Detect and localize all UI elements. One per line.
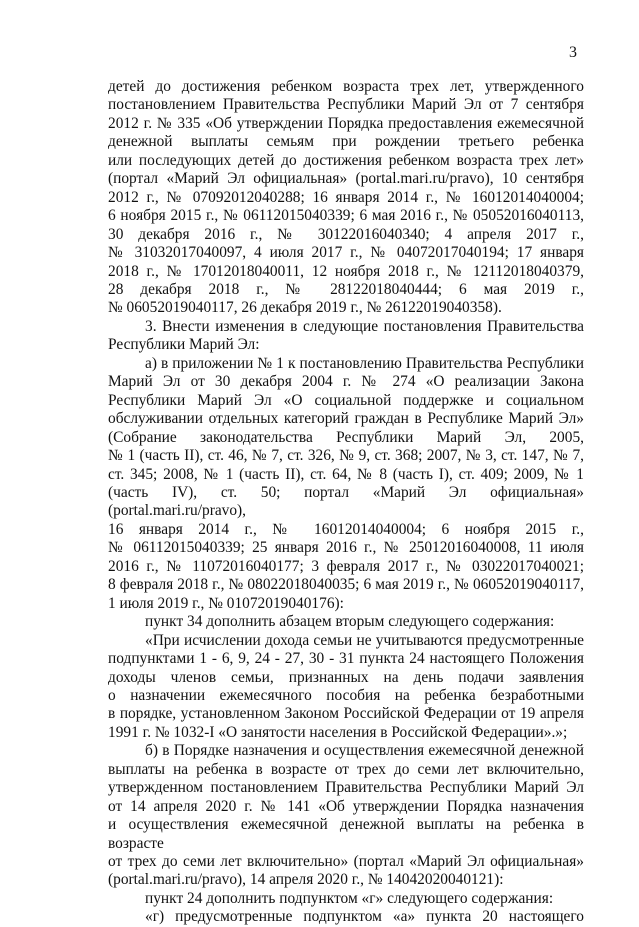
text-line: № 06112015040339; 25 января 2016 г., № 25012016040008, 11 июля (108, 539, 584, 557)
text-line: выплаты на ребенка в возрасте от трех до семи лет включительно, (108, 760, 584, 778)
text-line: доходы членов семьи, признанных на день подачи заявления (108, 668, 584, 686)
text-line: 1 июля 2019 г., № 01072019040176): (108, 594, 344, 612)
text-line: (portal.mari.ru/pravo), 14 апреля 2020 г., № 14042020040121): (108, 871, 504, 889)
text-line: № 31032017040097, 4 июля 2017 г., № 04072017040194; 17 января (108, 244, 584, 262)
text-line: 2012 г. № 335 «Об утверждении Порядка предоставления ежемесячной (108, 114, 584, 132)
text-line: детей до достижения ребенком возраста трех лет, утвержденного (108, 78, 584, 95)
text-line: в порядке, установленном Законом Российской Федерации от 19 апреля (108, 705, 584, 723)
text-line: (портал «Марий Эл официальная» (portal.mari.ru/pravo), 10 сентября (108, 170, 584, 188)
text-line: 30 декабря 2016 г., № 30122016040340; 4 апреля 2017 г., (108, 225, 584, 243)
text-line: 2018 г., № 17012018040011, 12 ноября 2018 г., № 12112018040379, (108, 262, 584, 280)
text-line: 8 февраля 2018 г., № 08022018040035; 6 мая 2019 г., № 06052019040117, (108, 576, 584, 594)
text-line: от трех до семи лет включительно» (портал «Марий Эл официальная» (108, 853, 584, 871)
text-line: (часть IV), ст. 50; портал «Марий Эл официальная» (portal.mari.ru/pravo), (108, 483, 584, 520)
text-line: 2012 г., № 07092012040288; 16 января 2014 г., № 16012014040004; (108, 188, 584, 206)
text-line: № 1 (часть II), ст. 46, № 7, ст. 326, № 9, ст. 368; 2007, № 3, ст. 147, № 7, (108, 447, 584, 465)
text-line: пункт 34 дополнить абзацем вторым следующего содержания: (145, 613, 555, 631)
text-line: или последующих детей до достижения ребенком возраста трех лет» (108, 151, 584, 169)
text-line: утвержденном постановлением Правительства Республики Марий Эл (108, 779, 584, 797)
page-number: 3 (569, 44, 577, 61)
text-line: от 14 апреля 2020 г. № 141 «Об утверждении Порядка назначения (108, 797, 584, 815)
document-body (108, 78, 584, 927)
text-line: 1991 г. № 1032-I «О занятости населения в Российской Федерации».»; (108, 723, 568, 741)
text-line: Марий Эл от 30 декабря 2004 г. № 274 «О реализации Закона (108, 373, 584, 391)
text-line: ст. 345; 2008, № 1 (часть II), ст. 64, № 8 (часть I), ст. 409; 2009, № 1 (108, 465, 584, 483)
text-line: «При исчислении дохода семьи не учитываются предусмотренные (145, 631, 584, 649)
text-line: пункт 24 дополнить подпунктом «г» следующего содержания: (145, 889, 554, 907)
text-line: постановлением Правительства Республики Марий Эл от 7 сентября (108, 96, 584, 114)
text-line: а) в приложении № 1 к постановлению Правительства Республики (145, 354, 584, 372)
text-line: 6 ноября 2015 г., № 06112015040339; 6 мая 2016 г., № 05052016040113, (108, 207, 584, 225)
text-line: 3. Внести изменения в следующие постановления Правительства (145, 317, 584, 335)
text-line: «г) предусмотренные подпунктом «а» пункта 20 настоящего (145, 908, 584, 926)
text-line: Республики Марий Эл «О социальной поддержке и социальном (108, 391, 584, 409)
text-line: 2016 г., № 11072016040177; 3 февраля 2017 г., № 03022017040021; (108, 557, 584, 575)
text-line: 28 декабря 2018 г., № 28122018040444; 6 мая 2019 г., (108, 280, 584, 298)
text-line: и осуществления ежемесячной денежной выплаты на ребенка в возрасте (108, 816, 584, 852)
text-line: денежной выплаты семьям при рождении третьего ребенка (108, 133, 584, 151)
text-line: обслуживании отдельных категорий граждан в Республике Марий Эл» (108, 410, 584, 428)
text-line: (Собрание законодательства Республики Марий Эл, 2005, (108, 428, 584, 446)
text-line: Республики Марий Эл: (108, 336, 260, 354)
text-line: 16 января 2014 г., № 16012014040004; 6 ноября 2015 г., (108, 520, 584, 538)
text-line: подпунктами 1 - 6, 9, 24 - 27, 30 - 31 пункта 24 настоящего Положения (108, 650, 584, 668)
text-line: № 06052019040117, 26 декабря 2019 г., № 26122019040358). (108, 299, 502, 317)
text-line: б) в Порядке назначения и осуществления ежемесячной денежной (145, 742, 584, 760)
text-line: о назначении ежемесячного пособия на ребенка безработными (108, 686, 584, 704)
